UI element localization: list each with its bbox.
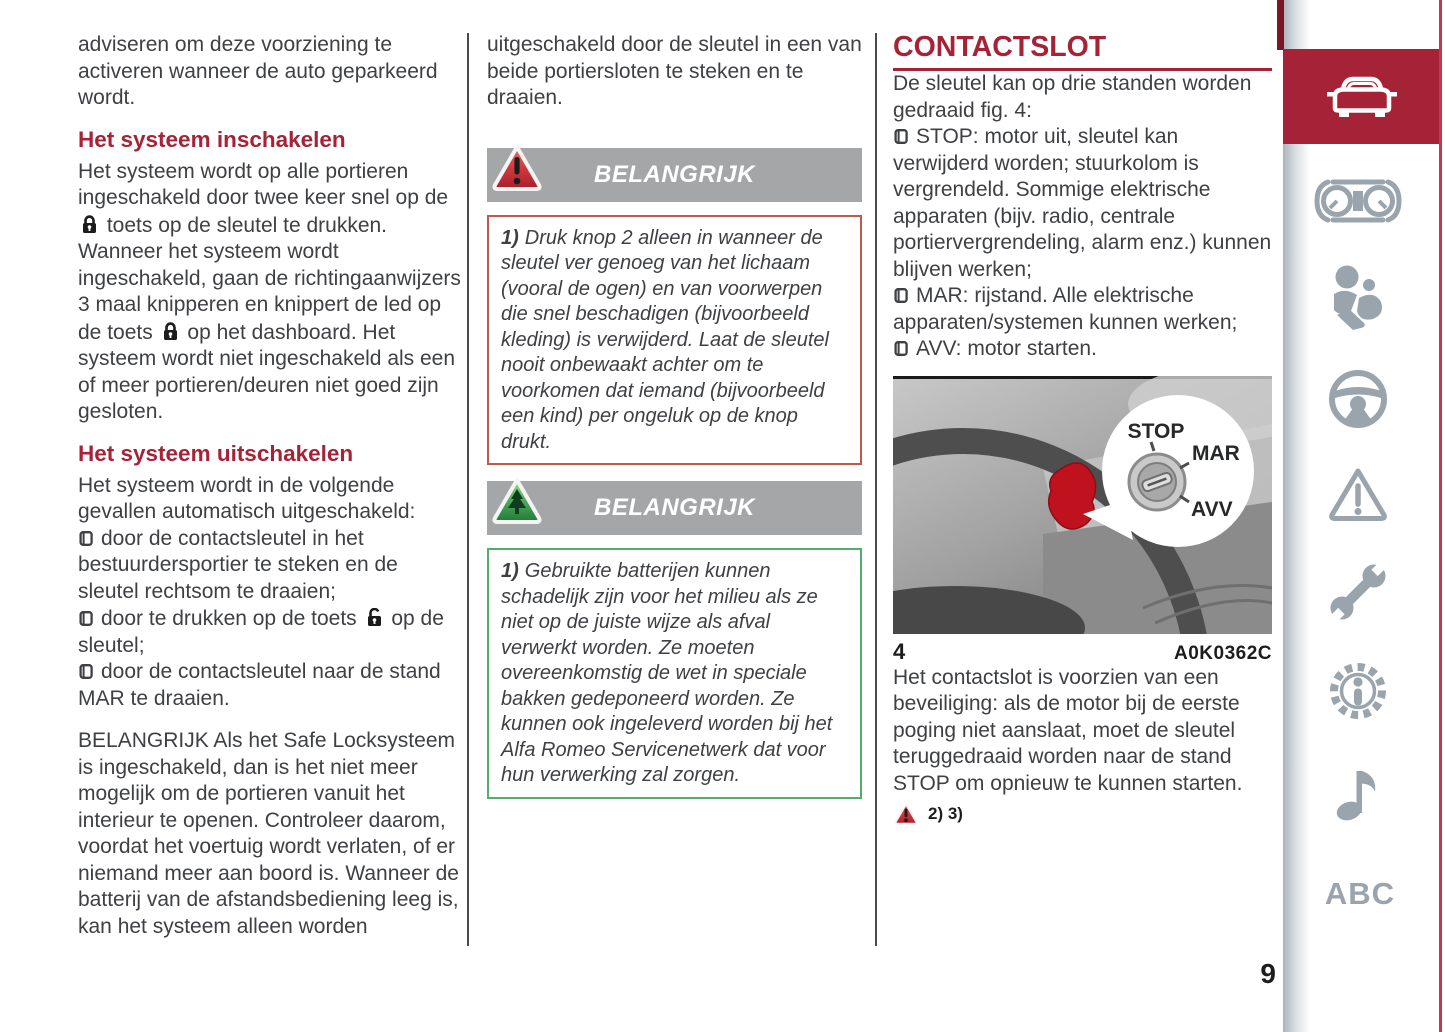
list-item-text: door de contactsleutel in het bestuurdersportier te steken en de sleutel rechtsom te draaien; <box>78 526 398 603</box>
square-bullet-icon <box>893 126 909 153</box>
right-column <box>893 32 1272 826</box>
square-bullet-icon <box>893 338 909 365</box>
figure-label-stop: STOP <box>1127 419 1185 443</box>
chapter-tab-vehicle <box>1283 49 1440 144</box>
paragraph-note: BELANGRIJK Als het Safe Locksysteem is ingeschakeld, dan is het niet meer mogelijk om de portieren vanuit het interieur te openen. Controleer daarom, voordat het voertuig wordt verlaten, of er niemand meer aan boord is. Wanneer de batterij van de afstandsbediening leeg is, kan het systeem alleen worden <box>78 729 459 938</box>
important-banner-label: BELANGRIJK <box>593 160 755 188</box>
important-banner-warning <box>487 148 862 202</box>
environment-note-text: Gebruikte batterijen kunnen schadelijk zijn voor het milieu als ze niet op de juiste wijze als afval verwerkt worden. Ze moeten overeenkomstig de wet in speciale bakken gedeponeerd worden. Ze kunnen ook ingeleverd worden bij het Alfa Romeo Servicenetwerk dat voor hun verwerking zal zorgen. <box>501 560 833 786</box>
list-item-text: MAR: rijstand. Alle elektrische apparaten/systemen kunnen werken; <box>893 284 1238 334</box>
column-divider-left <box>467 33 469 946</box>
text-segment: Het systeem wordt op alle portieren ingeschakeld door twee keer snel op de <box>78 159 449 209</box>
list-item-text: STOP: motor uit, sleutel kan verwijderd worden; stuurkolom is vergrendeld. Sommige elektrische apparaten (bijv. radio, centrale portiervergrendeling, alarm enz.) kunnen blijven werken; <box>893 125 1272 281</box>
page-edge-red-line <box>1439 0 1442 1032</box>
music-note-icon <box>1334 763 1380 823</box>
footnote-references: 2) 3) <box>928 804 963 823</box>
list-item-text: op de sleutel; <box>78 607 444 657</box>
warning-note-box <box>487 215 862 466</box>
paragraph-disable-intro: Het systeem wordt in de volgende gevallen automatisch uitgeschakeld: <box>78 473 416 523</box>
dashboard-gauges-icon <box>1313 177 1403 225</box>
footnote-ref: 1) <box>501 560 519 582</box>
chapter-edge-strip <box>1277 0 1284 50</box>
list-item <box>893 336 1272 363</box>
footnote-row <box>893 802 1272 826</box>
list-item <box>78 659 462 712</box>
figure-code: A0K0362C <box>1174 642 1272 664</box>
environment-triangle-icon <box>490 475 544 532</box>
warning-triangle-sidebar-icon <box>1327 466 1389 523</box>
warning-triangle-icon <box>490 142 544 199</box>
paragraph-enable-system <box>78 159 462 426</box>
paragraph-intro: adviseren om deze voorziening te activeren wanneer de auto geparkeerd wordt. <box>78 33 438 109</box>
paragraph-continued: uitgeschakeld door de sleutel in een van beide portiersloten te steken en te draaien. <box>487 33 862 109</box>
environment-note-box <box>487 548 862 799</box>
paragraph-ignition-outro: Het contactslot is voorzien van een beveiliging: als de motor bij de eerste poging niet aanslaat, moet de sleutel teruggedraaid worden naar de stand STOP om opnieuw te kunnen starten. <box>893 665 1243 795</box>
important-banner-label: BELANGRIJK <box>593 494 755 521</box>
wrench-icon <box>1326 560 1390 624</box>
subheading-enable-system: Het systeem inschakelen <box>78 126 346 152</box>
subheading-disable-system: Het systeem uitschakelen <box>78 440 354 466</box>
footnote-ref: 1) <box>501 226 519 249</box>
figure-ignition-lock <box>893 376 1272 634</box>
airbag-icon <box>1328 264 1388 332</box>
warning-note-text: Druk knop 2 alleen in wanneer de sleutel ver genoeg van het lichaam (vooral de ogen) en van voorwerpen die snel beschadigen (bijvoorbeeld kleding) is verwijderd. Laat de sleutel nooit onbewaakt achter om te voorkomen dat iemand (bijvoorbeeld een kind) per ongeluk op de knop drukt. <box>501 226 829 453</box>
figure-number: 4 <box>893 638 906 664</box>
square-bullet-icon <box>78 608 94 635</box>
square-bullet-icon <box>78 661 94 688</box>
lock-closed-icon <box>162 322 179 350</box>
list-item-text: door te drukken op de toets <box>101 607 363 630</box>
list-item-text: door de contactsleutel naar de stand MAR te draaien. <box>78 660 441 710</box>
figure-caption <box>893 639 1272 665</box>
square-bullet-icon <box>78 528 94 555</box>
car-icon <box>1325 74 1399 120</box>
steering-wheel-icon <box>1327 368 1389 430</box>
warning-triangle-small-icon <box>893 802 919 826</box>
figure-label-mar: MAR <box>1192 441 1240 465</box>
middle-column <box>487 32 862 799</box>
important-banner-environment <box>487 481 862 535</box>
square-bullet-icon <box>893 285 909 312</box>
list-item-text: AVV: motor starten. <box>916 337 1097 360</box>
gear-info-icon <box>1325 658 1391 724</box>
column-divider-right <box>875 33 877 946</box>
left-column <box>78 32 462 940</box>
page-number: 9 <box>1260 958 1276 989</box>
lock-closed-icon <box>81 215 98 243</box>
list-item <box>893 283 1272 336</box>
page-edge-gradient <box>1283 0 1310 1032</box>
figure-label-avv: AVV <box>1191 497 1233 521</box>
list-item <box>78 526 462 606</box>
section-title: CONTACTSLOT <box>893 31 1107 63</box>
text-segment: op het dashboard. Het systeem wordt niet ingeschakeld als een of meer portieren/deuren niet goed zijn gesloten. <box>78 320 456 423</box>
list-item <box>78 605 462 659</box>
abc-glossary-label: ABC <box>1324 876 1396 911</box>
lock-open-icon <box>366 608 383 636</box>
paragraph-ignition-intro: De sleutel kan op drie standen worden gedraaid fig. 4: <box>893 72 1252 122</box>
text-segment: toets op de sleutel te drukken. Wanneer het systeem wordt ingeschakeld, gaan de richtingaanwijzers 3 maal knipperen en knippert de led op de toets <box>78 213 461 344</box>
list-item <box>893 124 1272 283</box>
